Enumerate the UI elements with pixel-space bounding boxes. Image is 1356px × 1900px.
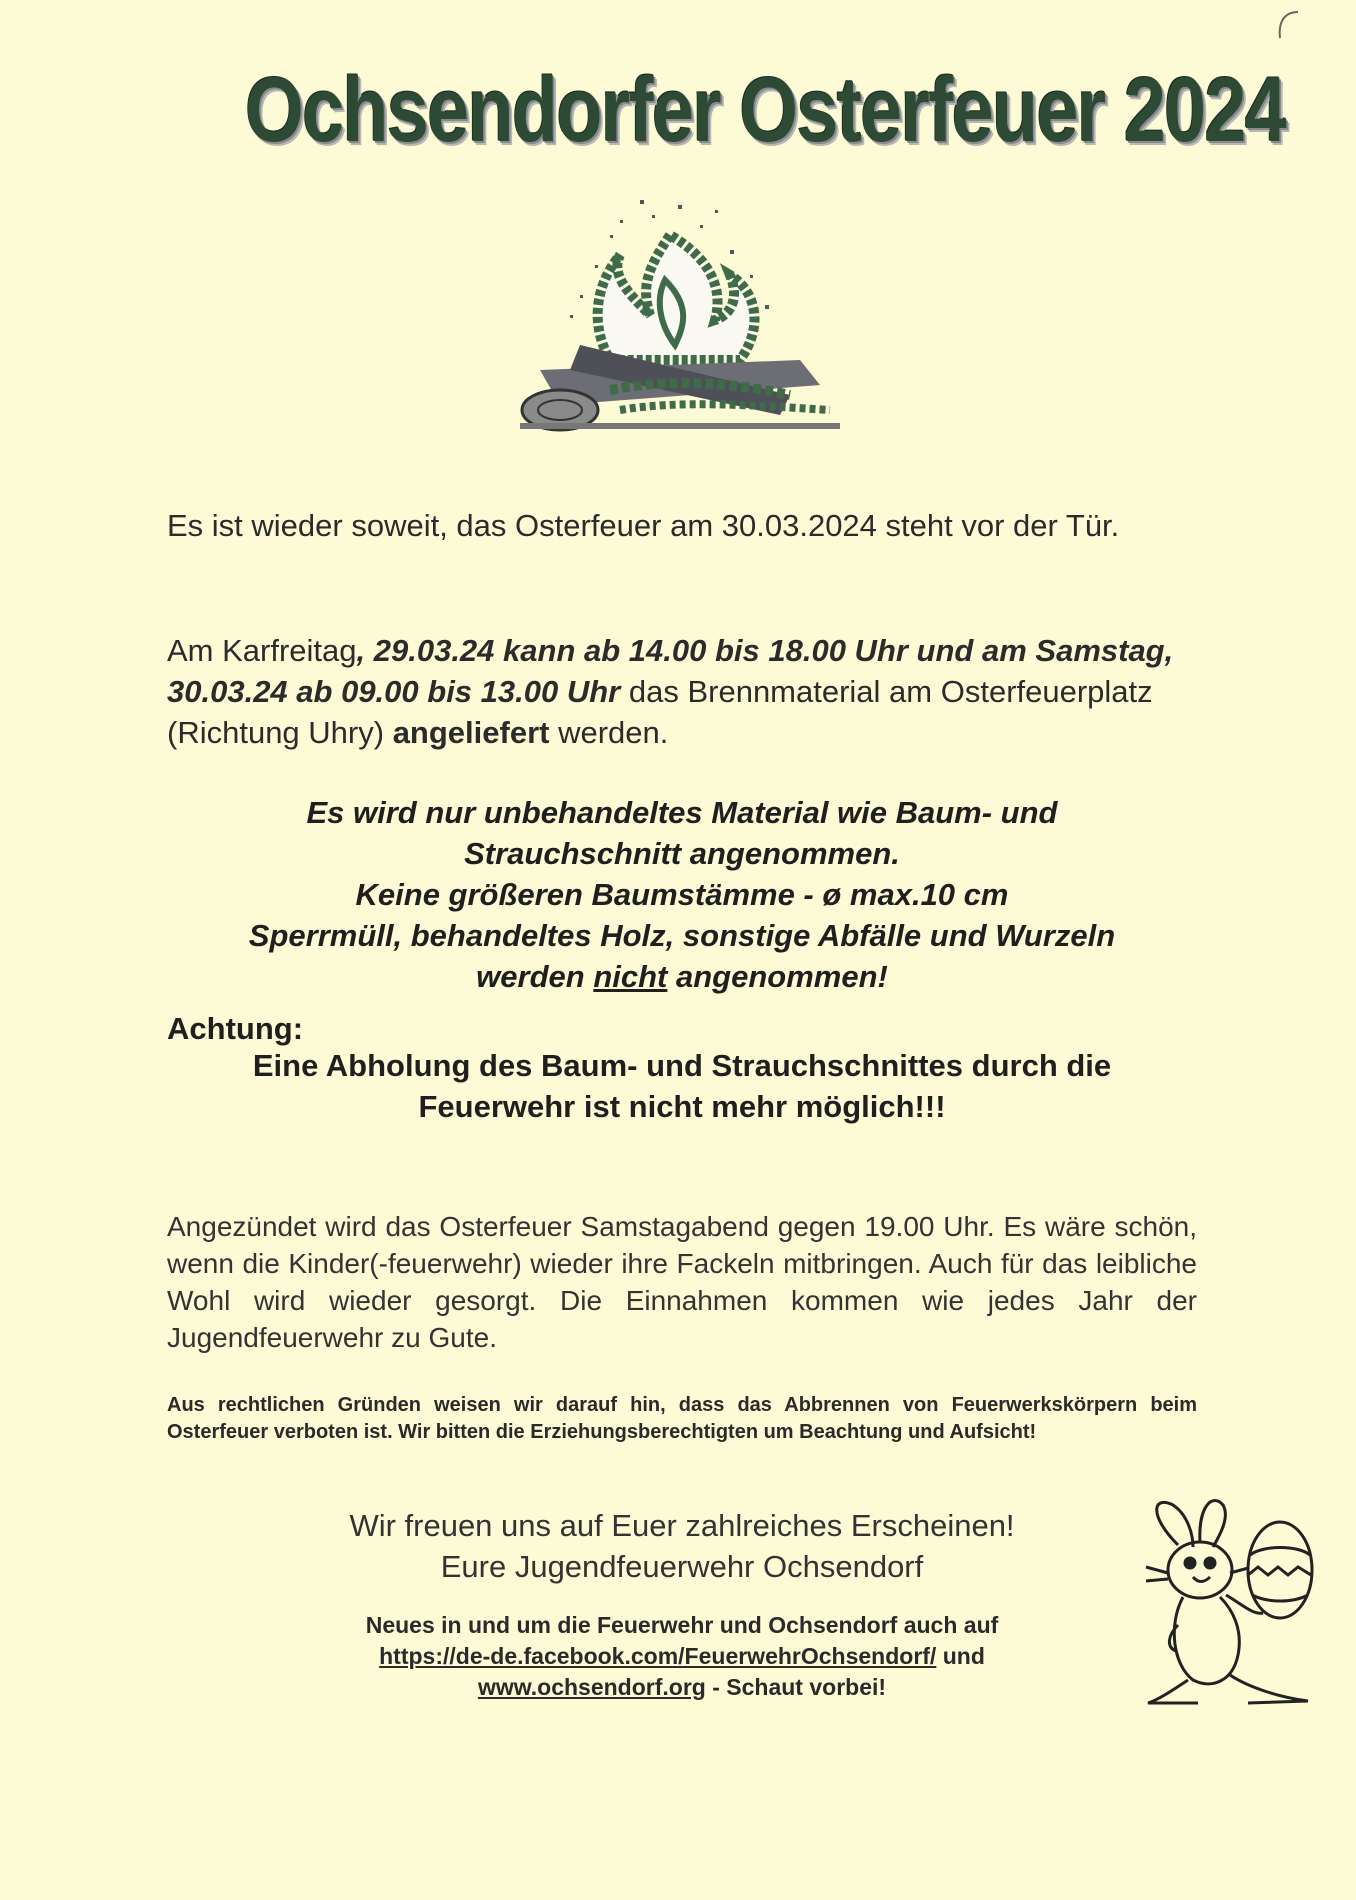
links-website-line	[167, 1672, 1197, 1703]
warning-line-3: Keine größeren Baumstämme - ø max.10 cm	[355, 877, 1009, 912]
material-warning	[167, 792, 1197, 997]
campfire-icon	[500, 195, 860, 445]
facebook-link[interactable]: https://de-de.facebook.com/FeuerwehrOchsendorf/	[379, 1643, 937, 1669]
achtung-line-2: Feuerwehr ist nicht mehr möglich!!!	[418, 1089, 946, 1124]
warning-line-5	[167, 956, 1197, 997]
delivery-verb: angeliefert	[392, 715, 550, 750]
warning-line-4: Sperrmüll, behandeltes Holz, sonstige Abfälle und Wurzeln	[248, 918, 1116, 953]
closing-signature: Eure Jugendfeuerwehr Ochsendorf	[440, 1549, 924, 1584]
lighting-paragraph: Angezündet wird das Osterfeuer Samstagabend gegen 19.00 Uhr. Es wäre schön, wenn die Kinder(-feuerwehr) wieder ihre Fackeln mitbringen. Auch für das leibliche Wohl wird wieder gesorgt. Die Einnahmen kommen wie jedes Jahr der Jugendfeuerwehr zu Gute.	[167, 1211, 1197, 1353]
delivery-prefix: Am Karfreitag	[167, 633, 357, 668]
warning-emphasis: nicht	[593, 959, 668, 994]
easter-bunny-icon	[1138, 1475, 1318, 1715]
delivery-middle: das Brennmaterial am Osterfeuerplatz (Richtung Uhry)	[167, 674, 1153, 750]
closing-line-1: Wir freuen uns auf Euer zahlreiches Erscheinen!	[349, 1508, 1015, 1543]
intro-paragraph: Es ist wieder soweit, das Osterfeuer am 30.03.2024 steht vor der Tür.	[167, 508, 1120, 543]
warning-line-1: Es wird nur unbehandeltes Material wie Baum- und	[306, 795, 1058, 830]
links-intro: Neues in und um die Feuerwehr und Ochsendorf auch auf	[365, 1612, 999, 1638]
links-and: und	[936, 1643, 985, 1669]
delivery-suffix: werden.	[549, 715, 669, 750]
warning-line-5-start: werden	[476, 959, 594, 994]
links-section	[167, 1610, 1197, 1703]
links-suffix: - Schaut vorbei!	[705, 1674, 887, 1700]
page-title: Ochsendorfer Osterfeuer 2024	[245, 59, 1286, 161]
delivery-paragraph	[167, 630, 1197, 753]
legal-notice: Aus rechtlichen Gründen weisen wir darauf hin, dass das Abbrennen von Feuerwerkskörpern beim Osterfeuer verboten ist. Wir bitten die Erziehungsberechtigten um Beachtung und Aufsicht!	[167, 1394, 1197, 1443]
website-link[interactable]: www.ochsendorf.org	[477, 1674, 706, 1700]
warning-line-5-end: angenommen!	[667, 959, 888, 994]
links-facebook-line	[167, 1641, 1197, 1672]
achtung-line-1: Eine Abholung des Baum- und Strauchschnittes durch die	[252, 1048, 1112, 1083]
warning-line-2: Strauchschnitt angenommen.	[464, 836, 900, 871]
pen-mark	[1268, 8, 1308, 48]
achtung-label: Achtung:	[167, 1011, 304, 1046]
closing-greeting	[167, 1505, 1197, 1587]
delivery-dates: , 29.03.24 kann ab 14.00 bis 18.00 Uhr und am Samstag, 30.03.24 ab 09.00 bis 13.00 Uhr	[167, 633, 1174, 709]
achtung-text	[167, 1045, 1197, 1127]
